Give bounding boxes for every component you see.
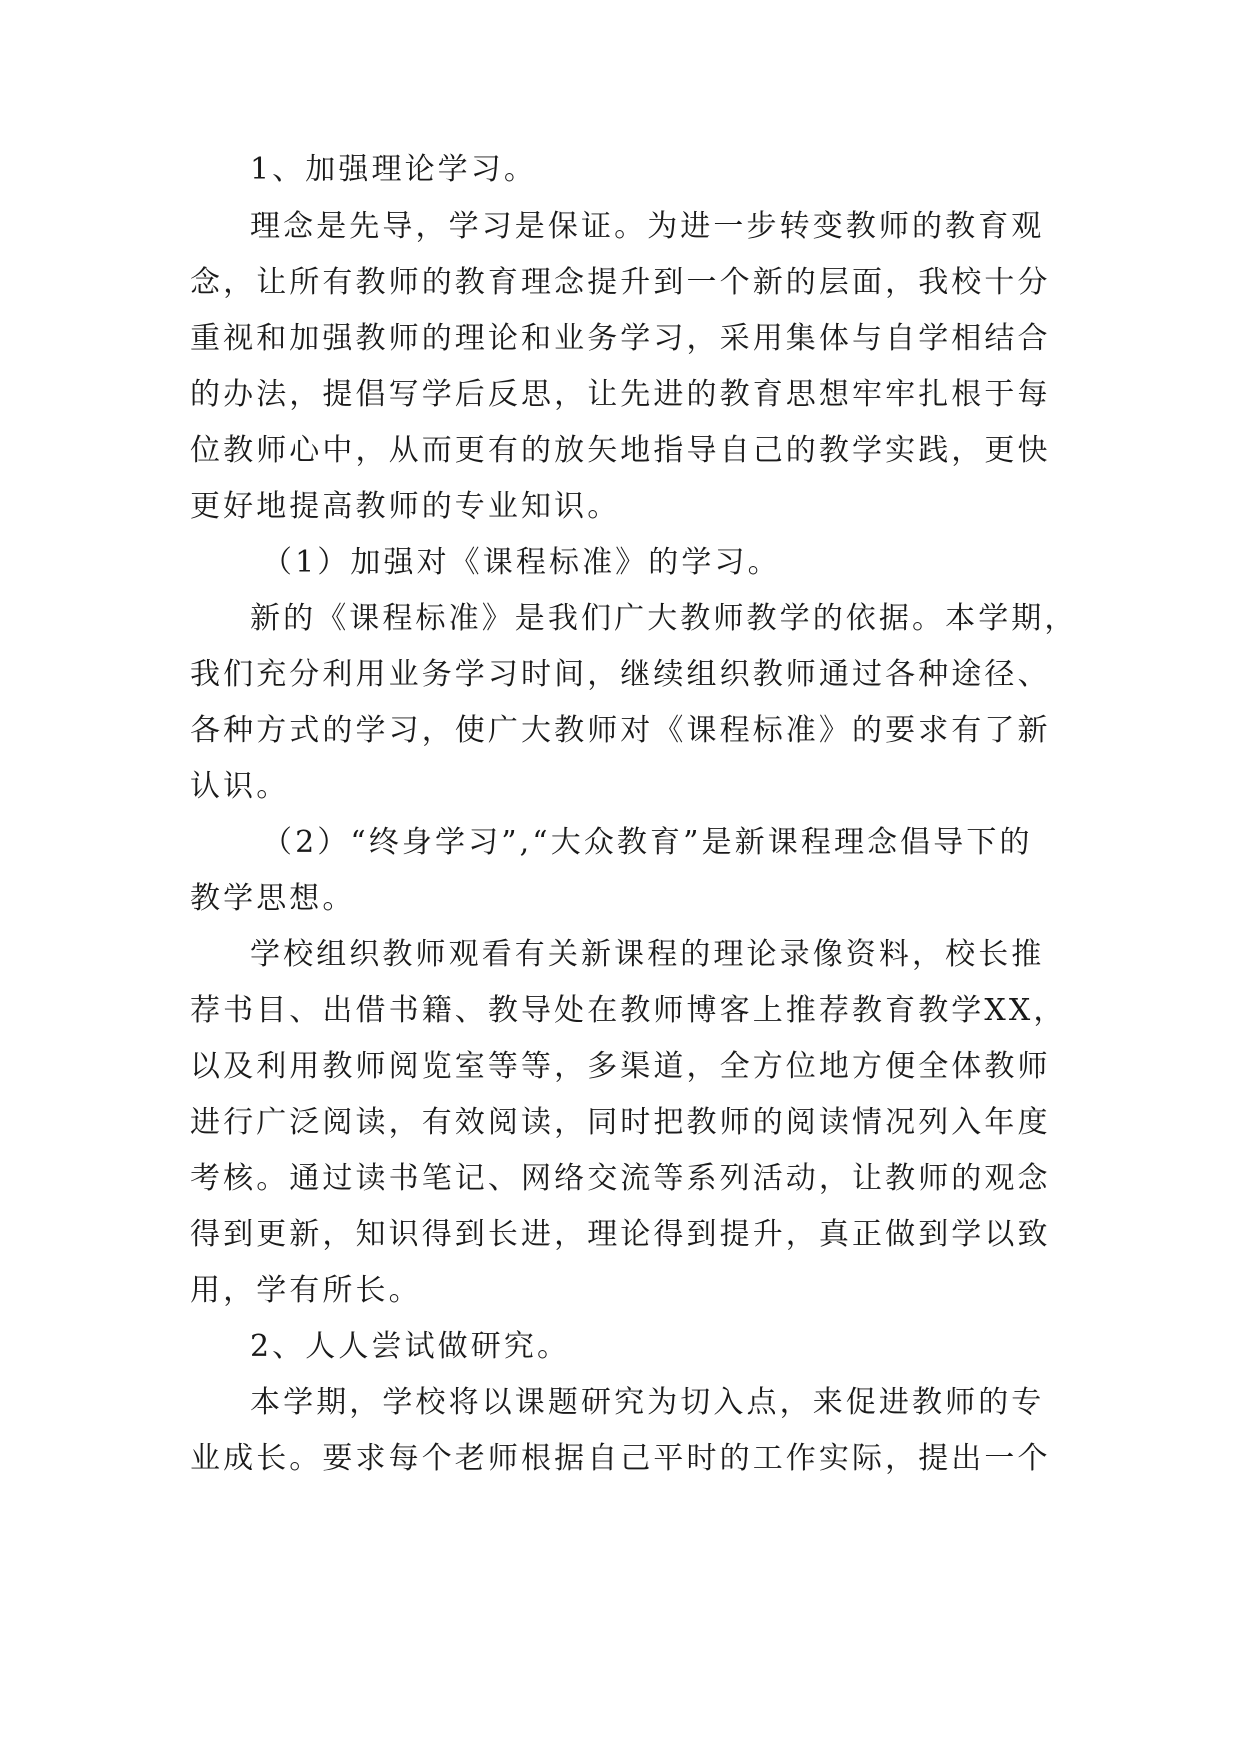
paragraph-line: 位教师心中，从而更有的放矢地指导自己的教学实践，更快 bbox=[190, 433, 1051, 468]
paragraph-line: 新的《课程标准》是我们广大教师教学的依据。本学期， bbox=[250, 601, 1078, 636]
paragraph-line: 用，学有所长。 bbox=[190, 1273, 422, 1308]
paragraph-line: 认识。 bbox=[190, 769, 290, 804]
section-heading-1: 1、加强理论学习。 bbox=[250, 152, 537, 187]
paragraph-line: 业成长。要求每个老师根据自己平时的工作实际，提出一个 bbox=[190, 1441, 1051, 1476]
paragraph-line: 各种方式的学习，使广大教师对《课程标准》的要求有了新 bbox=[190, 713, 1051, 748]
paragraph-line: 念，让所有教师的教育理念提升到一个新的层面，我校十分 bbox=[190, 265, 1051, 300]
subsection-heading-2: （2）“终身学习”,“大众教育”是新课程理念倡导下的 bbox=[262, 825, 1033, 860]
paragraph-line: 荐书目、出借书籍、教导处在教师博客上推荐教育教学XX， bbox=[190, 993, 1067, 1028]
paragraph-line: 的办法，提倡写学后反思，让先进的教育思想牢牢扎根于每 bbox=[190, 377, 1051, 412]
paragraph-line: 以及利用教师阅览室等等，多渠道，全方位地方便全体教师 bbox=[190, 1049, 1051, 1084]
paragraph-line: 考核。通过读书笔记、网络交流等系列活动，让教师的观念 bbox=[190, 1161, 1051, 1196]
paragraph-line: 教学思想。 bbox=[190, 881, 356, 916]
paragraph-line: 理念是先导，学习是保证。为进一步转变教师的教育观 bbox=[250, 209, 1045, 244]
paragraph-line: 进行广泛阅读，有效阅读，同时把教师的阅读情况列入年度 bbox=[190, 1105, 1051, 1140]
paragraph-line: 重视和加强教师的理论和业务学习，采用集体与自学相结合 bbox=[190, 321, 1051, 356]
paragraph-line: 学校组织教师观看有关新课程的理论录像资料，校长推 bbox=[250, 937, 1045, 972]
section-heading-2: 2、人人尝试做研究。 bbox=[250, 1329, 571, 1364]
paragraph-line: 本学期，学校将以课题研究为切入点，来促进教师的专 bbox=[250, 1385, 1045, 1420]
paragraph-line: 得到更新，知识得到长进，理论得到提升，真正做到学以致 bbox=[190, 1217, 1051, 1252]
paragraph-line: 更好地提高教师的专业知识。 bbox=[190, 489, 621, 524]
subsection-heading-1: （1）加强对《课程标准》的学习。 bbox=[262, 545, 781, 580]
paragraph-line: 我们充分利用业务学习时间，继续组织教师通过各种途径、 bbox=[190, 657, 1051, 692]
